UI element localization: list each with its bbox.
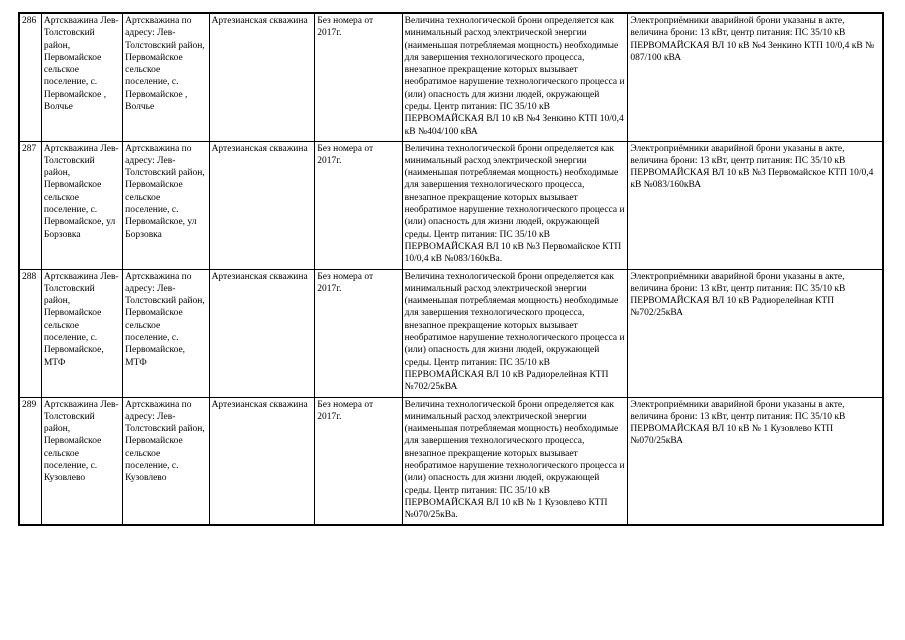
table-row xyxy=(19,269,883,397)
object-name-cell: Артскважина Лев-Толстовский район, Первомайское сельское поселение, с. Первомайское , Волчье xyxy=(41,13,122,141)
object-type-cell: Артезианская скважина xyxy=(209,141,315,269)
notes-cell: Электроприёмники аварийной брони указаны в акте, величина брони: 13 кВт, центр питания: ПС 35/10 кВ ПЕРВОМАЙСКАЯ ВЛ 10 кВ № 1 Кузовлево КТП №070/25кВА xyxy=(628,397,883,525)
object-address-cell: Артскважина по адресу: Лев-Толстовский район, Первомайское сельское поселение, с. Первомайское , Волчье xyxy=(123,13,209,141)
act-number-cell: Без номера от 2017г. xyxy=(315,397,402,525)
object-type-cell: Артезианская скважина xyxy=(209,397,315,525)
row-number-cell: 286 xyxy=(19,13,41,141)
description-cell: Величина технологической брони определяется как минимальный расход электрической энергии (наименьшая потребляемая мощность) необходимые для завершения технологического процесса, внезапное прекращение которых вызывает необратимое нарушение технологического процесса и (или) опасность для жизни людей, окружающей среды. Центр питания: ПС 35/10 кВ ПЕРВОМАЙСКАЯ ВЛ 10 кВ № 1 Кузовлево КТП №070/25кВа. xyxy=(402,397,628,525)
water-well-table xyxy=(18,12,884,526)
object-name-cell: Артскважина Лев-Толстовский район, Первомайское сельское поселение, с. Первомайское, ул Борзовка xyxy=(41,141,122,269)
object-address-cell: Артскважина по адресу: Лев-Толстовский район, Первомайское сельское поселение, с. Первомайское, МТФ xyxy=(123,269,209,397)
table-row xyxy=(19,13,883,141)
description-cell: Величина технологической брони определяется как минимальный расход электрической энергии (наименьшая потребляемая мощность) необходимые для завершения технологического процесса, внезапное прекращение которых вызывает необратимое нарушение технологического процесса и (или) опасность для жизни людей, окружающей среды. Центр питания: ПС 35/10 кВ ПЕРВОМАЙСКАЯ ВЛ 10 кВ №4 Зенкино КТП 10/0,4 кВ №404/100 кВА xyxy=(402,13,628,141)
object-name-cell: Артскважина Лев-Толстовский район, Первомайское сельское поселение, с. Первомайское, МТФ xyxy=(41,269,122,397)
description-cell: Величина технологической брони определяется как минимальный расход электрической энергии (наименьшая потребляемая мощность) необходимые для завершения технологического процесса, внезапное прекращение которых вызывает необратимое нарушение технологического процесса и (или) опасность для жизни людей, окружающей среды. Центр питания: ПС 35/10 кВ ПЕРВОМАЙСКАЯ ВЛ 10 кВ Радиорелейная КТП №702/25кВА xyxy=(402,269,628,397)
notes-cell: Электроприёмники аварийной брони указаны в акте, величина брони: 13 кВт, центр питания: ПС 35/10 кВ ПЕРВОМАЙСКАЯ ВЛ 10 кВ Радиорелейная КТП №702/25кВА xyxy=(628,269,883,397)
object-name-cell: Артскважина Лев-Толстовский район, Первомайское сельское поселение, с. Кузовлево xyxy=(41,397,122,525)
act-number-cell: Без номера от 2017г. xyxy=(315,141,402,269)
act-number-cell: Без номера от 2017г. xyxy=(315,269,402,397)
notes-cell: Электроприёмники аварийной брони указаны в акте, величина брони: 13 кВт, центр питания: ПС 35/10 кВ ПЕРВОМАЙСКАЯ ВЛ 10 кВ №4 Зенкино КТП 10/0,4 кВ № 087/100 кВА xyxy=(628,13,883,141)
act-number-cell: Без номера от 2017г. xyxy=(315,13,402,141)
object-address-cell: Артскважина по адресу: Лев-Толстовский район, Первомайское сельское поселение, с. Первомайское, ул Борзовка xyxy=(123,141,209,269)
object-type-cell: Артезианская скважина xyxy=(209,13,315,141)
row-number-cell: 287 xyxy=(19,141,41,269)
table-row xyxy=(19,397,883,525)
row-number-cell: 289 xyxy=(19,397,41,525)
row-number-cell: 288 xyxy=(19,269,41,397)
table-row xyxy=(19,141,883,269)
object-type-cell: Артезианская скважина xyxy=(209,269,315,397)
object-address-cell: Артскважина по адресу: Лев-Толстовский район, Первомайское сельское поселение, с. Кузовлево xyxy=(123,397,209,525)
description-cell: Величина технологической брони определяется как минимальный расход электрической энергии (наименьшая потребляемая мощность) необходимые для завершения технологического процесса, внезапное прекращение которых вызывает необратимое нарушение технологического процесса и (или) опасность для жизни людей, окружающей среды. Центр питания: ПС 35/10 кВ ПЕРВОМАЙСКАЯ ВЛ 10 кВ №3 Первомайское КТП 10/0,4 кВ №083/160кВа. xyxy=(402,141,628,269)
notes-cell: Электроприёмники аварийной брони указаны в акте, величина брони: 13 кВт, центр питания: ПС 35/10 кВ ПЕРВОМАЙСКАЯ ВЛ 10 кВ №3 Первомайское КТП 10/0,4 кВ №083/160кВА xyxy=(628,141,883,269)
